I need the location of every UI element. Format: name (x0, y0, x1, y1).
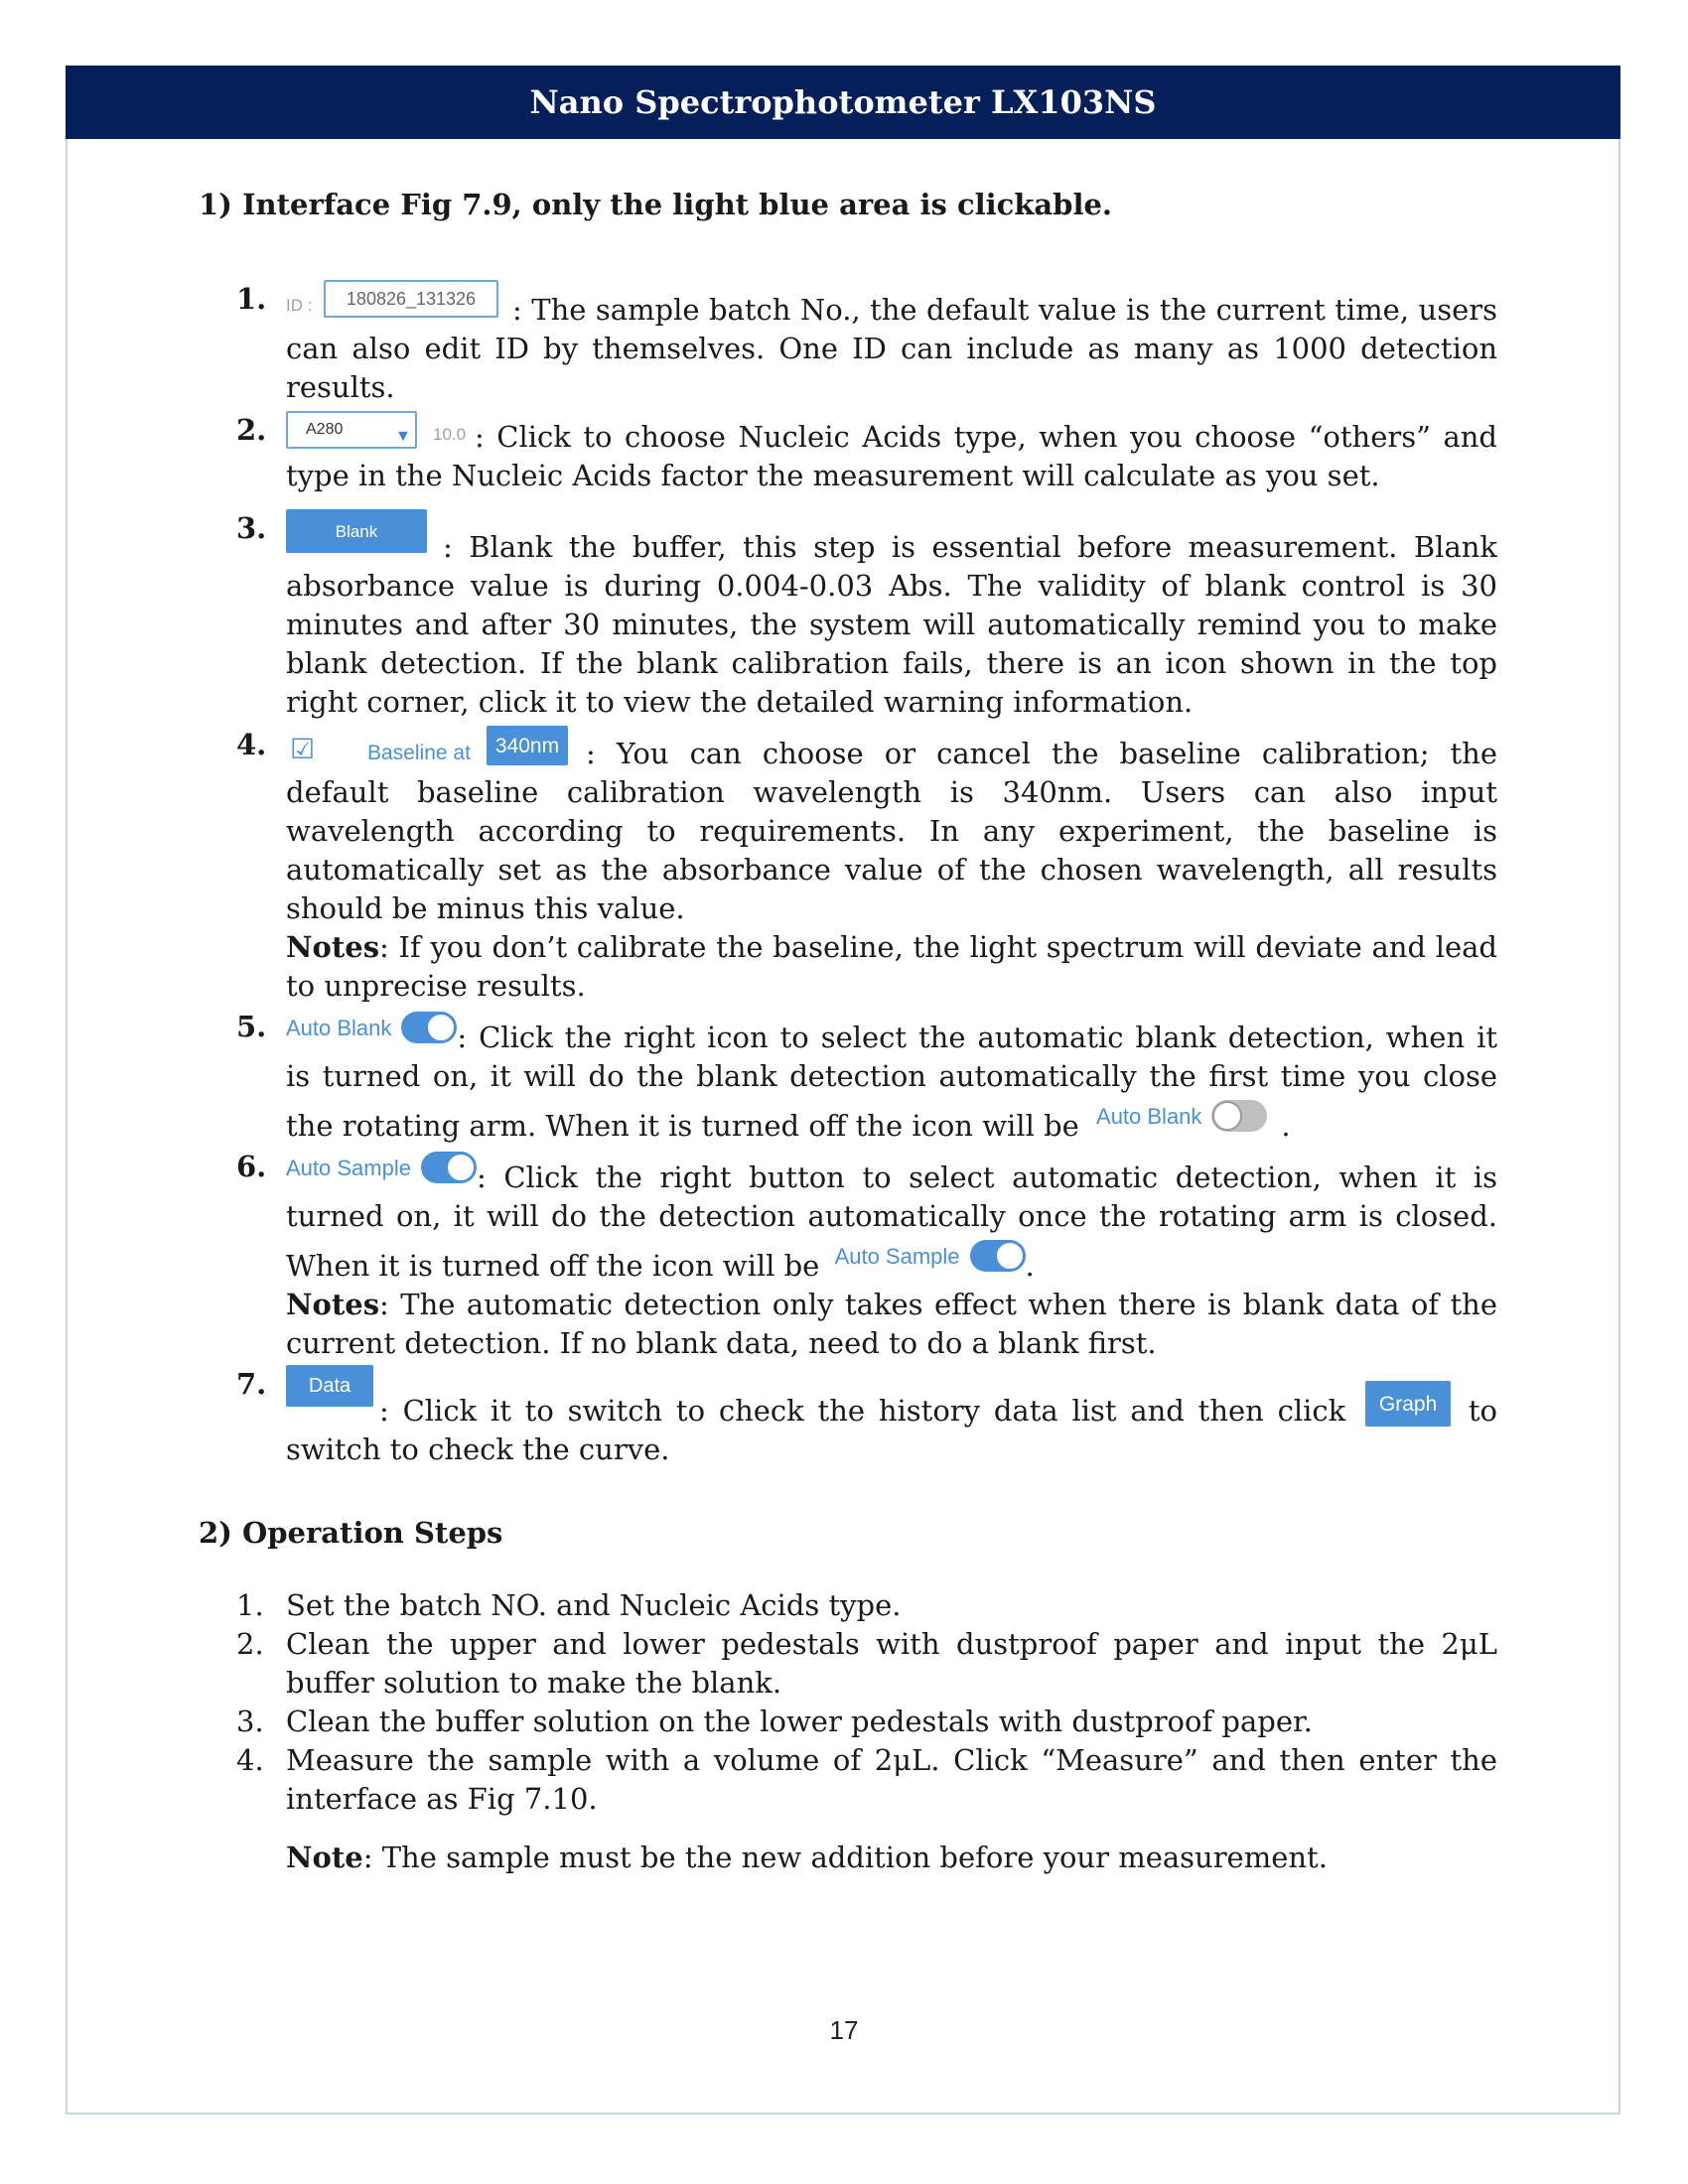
note-label: Note (286, 1841, 363, 1874)
baseline-label: Baseline at (367, 742, 471, 764)
item-text: : Click to choose Nucleic Acids type, when you choose “others” and type in the Nucleic Acids factor the measurement will calculate as you set. (286, 420, 1497, 492)
page-content (199, 185, 1497, 1877)
auto-blank-on-illustration (286, 1008, 457, 1057)
step-text: Clean the buffer solution on the lower pedestals with dustproof paper. (286, 1705, 1313, 1738)
baseline-illustration (286, 726, 586, 773)
operation-note (199, 1839, 1497, 1877)
item-number: 6. (236, 1150, 267, 1183)
checkbox-checked-icon[interactable]: ☑ (290, 734, 316, 764)
step-number: 1. (236, 1588, 264, 1622)
item-number: 4. (236, 728, 267, 761)
list-item-7 (199, 1365, 1497, 1469)
item-number: 7. (236, 1367, 267, 1401)
item-text-end: . (1281, 1109, 1291, 1143)
id-input[interactable]: 180826_131326 (324, 280, 498, 318)
list-item-4 (199, 726, 1497, 1006)
note-text: : The sample must be the new addition before your measurement. (362, 1841, 1328, 1874)
data-button-illustration (286, 1365, 379, 1431)
auto-blank-label: Auto Blank (1096, 1103, 1202, 1129)
data-button[interactable]: Data (286, 1365, 373, 1407)
auto-sample-toggle-on[interactable] (421, 1152, 477, 1183)
list-item-3 (199, 509, 1497, 722)
item-number: 3. (236, 511, 267, 545)
baseline-wavelength-input[interactable]: 340nm (487, 726, 568, 765)
item-note (286, 928, 1497, 1006)
item-number: 1. (236, 282, 267, 316)
step-number: 4. (236, 1743, 264, 1777)
notes-label: Notes (286, 1288, 380, 1321)
auto-sample-toggle[interactable] (970, 1240, 1026, 1272)
item-text: : Click the right icon to select the automatic blank detection, when it is turned on, it will do the blank detection automatically the first time you close the rotating arm. When it is turned off the icon will be (286, 1021, 1497, 1143)
notes-text: : If you don’t calibrate the baseline, the light spectrum will deviate and lead to unprecise results. (286, 930, 1497, 1003)
step-number: 2. (236, 1627, 264, 1661)
nucleic-acid-select[interactable]: A280 (286, 411, 417, 449)
page-header (66, 66, 1620, 139)
item-number: 2. (236, 413, 267, 447)
id-label: ID : (286, 296, 313, 315)
step-text: Set the batch NO. and Nucleic Acids type. (286, 1588, 902, 1622)
id-field-illustration (286, 280, 512, 330)
auto-sample-on-illustration (286, 1148, 477, 1197)
item-text-end: . (1025, 1249, 1035, 1283)
auto-sample-label: Auto Sample (286, 1155, 411, 1180)
section-1-heading: 1) Interface Fig 7.9, only the light blue area is clickable. (199, 188, 1113, 221)
dropdown-arrow-icon: ▼ (395, 428, 411, 445)
item-text: : Click the right button to select automatic detection, when it is turned on, it will do the detection automatically once the rotating arm is closed. When it is turned off the icon will be (286, 1160, 1497, 1283)
step-text: Clean the upper and lower pedestals with dustproof paper and input the 2μL buffer solution to make the blank. (286, 1627, 1497, 1700)
list-item-2 (199, 411, 1497, 495)
section-2-heading: 2) Operation Steps (199, 1516, 503, 1550)
document-title: Nano Spectrophotometer LX103NS (529, 83, 1157, 121)
graph-button[interactable]: Graph (1365, 1381, 1451, 1427)
blank-button-illustration (286, 509, 443, 567)
notes-text: : The automatic detection only takes effect when there is blank data of the current detection. If no blank data, need to do a blank first. (286, 1288, 1497, 1360)
item-number: 5. (236, 1010, 267, 1043)
step-2 (199, 1625, 1497, 1703)
item-text: : Click it to switch to check the history data list and then click (379, 1394, 1346, 1428)
list-item-1 (199, 280, 1497, 407)
item-text: : Blank the buffer, this step is essential before measurement. Blank absorbance value is during 0.004-0.03 Abs. The validity of blank control is 30 minutes and after 30 minutes, the system will automatically remind you to make blank detection. If the blank calibration fails, there is an icon shown in the top right corner, click it to view the detailed warning information. (286, 530, 1497, 719)
list-item-5 (199, 1008, 1497, 1146)
auto-blank-toggle-off[interactable] (1211, 1100, 1267, 1132)
auto-blank-label: Auto Blank (286, 1015, 392, 1040)
auto-sample-label: Auto Sample (834, 1243, 960, 1269)
item-text-end: to switch to check the curve. (286, 1394, 1498, 1466)
step-1 (199, 1586, 1497, 1625)
step-4 (199, 1741, 1497, 1819)
step-3 (199, 1703, 1497, 1741)
auto-sample-off-illustration (835, 1236, 1026, 1286)
notes-label: Notes (286, 930, 380, 964)
page-number: 17 (829, 2015, 859, 2045)
graph-button-illustration (1365, 1381, 1455, 1431)
factor-value: 10.0 (433, 425, 467, 444)
auto-blank-off-illustration (1096, 1096, 1267, 1146)
list-item-6 (199, 1148, 1497, 1363)
auto-blank-toggle-on[interactable] (401, 1012, 457, 1043)
item-text: : You can choose or cancel the baseline calibration; the default baseline calibration wavelength is 340nm. Users can also input wavelength according to requirements. In any experiment, the baseline is automatically set as the absorbance value of the chosen wavelength, all results should be minus this value. (286, 737, 1497, 925)
step-text: Measure the sample with a volume of 2μL. Click “Measure” and then enter the interface as Fig 7.10. (286, 1743, 1497, 1816)
item-note (286, 1286, 1497, 1363)
blank-button[interactable]: Blank (286, 509, 427, 553)
nucleic-acid-select-illustration (286, 411, 475, 457)
item-text: : The sample batch No., the default value is the current time, users can also edit ID by themselves. One ID can include as many as 1000 detection results. (286, 293, 1497, 404)
step-number: 3. (236, 1705, 264, 1738)
